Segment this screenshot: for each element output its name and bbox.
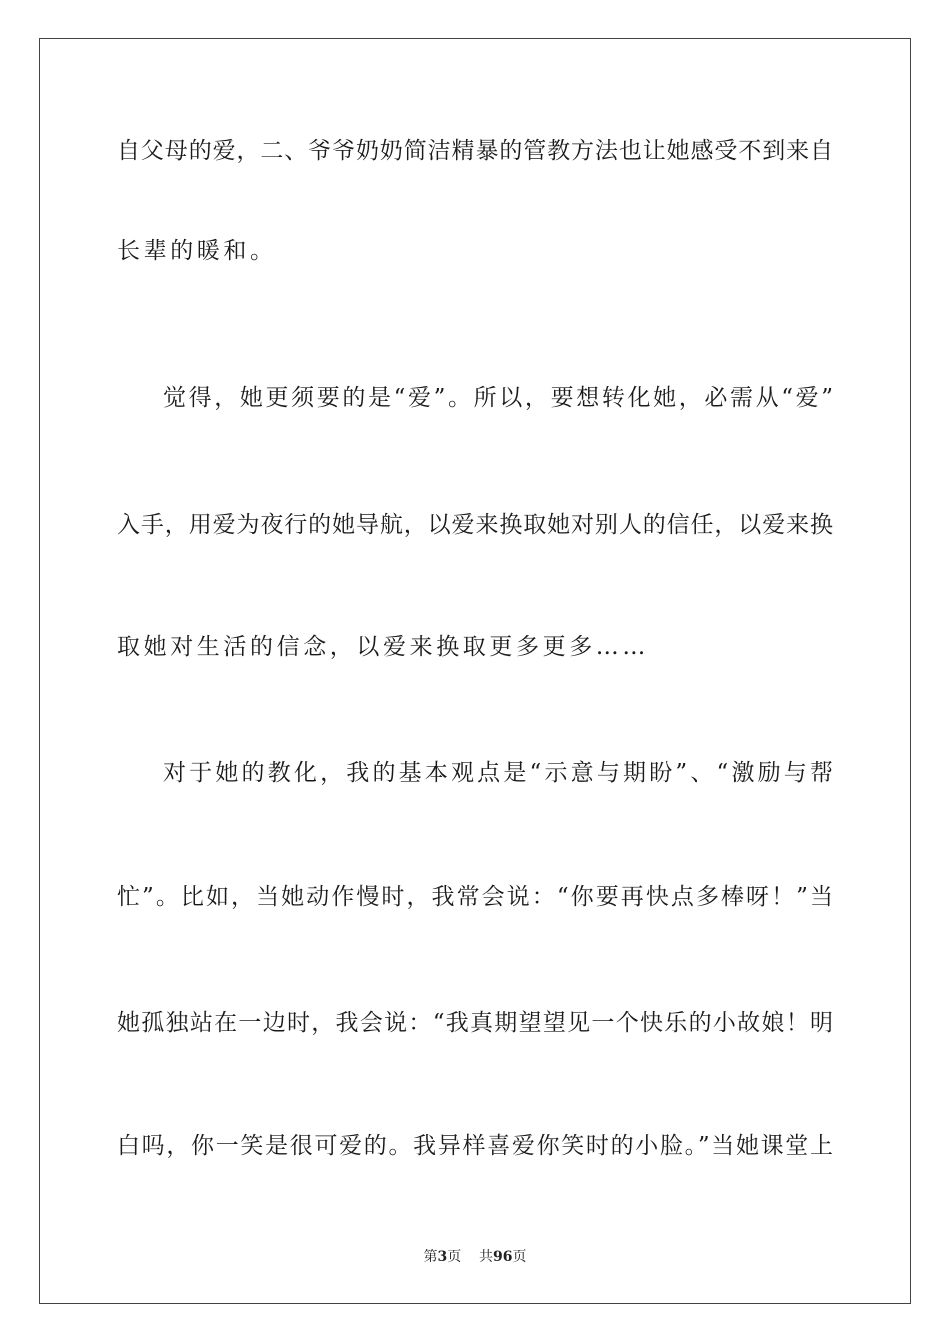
text-line-8: 她孤独站在一边时，我会说：“我真期望望见一个快乐的小故娘！明 <box>117 1010 833 1036</box>
text-line-2: 长辈的暖和。 <box>117 238 277 264</box>
page-border <box>39 38 911 1304</box>
text-line-3: 觉得，她更须要的是“爱”。所以，要想转化她，必需从“爱” <box>163 385 833 411</box>
text-line-6: 对于她的教化，我的基本观点是“示意与期盼”、“激励与帮 <box>163 760 833 786</box>
text-line-1: 自父母的爱，二、爷爷奶奶简洁精暴的管教方法也让她感受不到来自 <box>117 138 833 164</box>
total-pages: 96 <box>493 1249 513 1265</box>
text-line-4: 入手，用爱为夜行的她导航，以爱来换取她对别人的信任，以爱来换 <box>117 512 833 538</box>
page-current: 3 <box>437 1249 448 1265</box>
text-line-9: 白吗，你一笑是很可爱的。我异样喜爱你笑时的小脸。”当她课堂上 <box>117 1133 833 1159</box>
page-prefix: 第 <box>423 1249 438 1265</box>
total-prefix: 共 <box>479 1249 494 1265</box>
text-line-5: 取她对生活的信念，以爱来换取更多更多…… <box>117 634 649 660</box>
page-footer <box>0 1248 950 1266</box>
total-suffix: 页 <box>512 1249 527 1265</box>
text-line-7: 忙”。比如，当她动作慢时，我常会说：“你要再快点多棒呀！”当 <box>117 884 833 910</box>
page-suffix: 页 <box>447 1249 462 1265</box>
